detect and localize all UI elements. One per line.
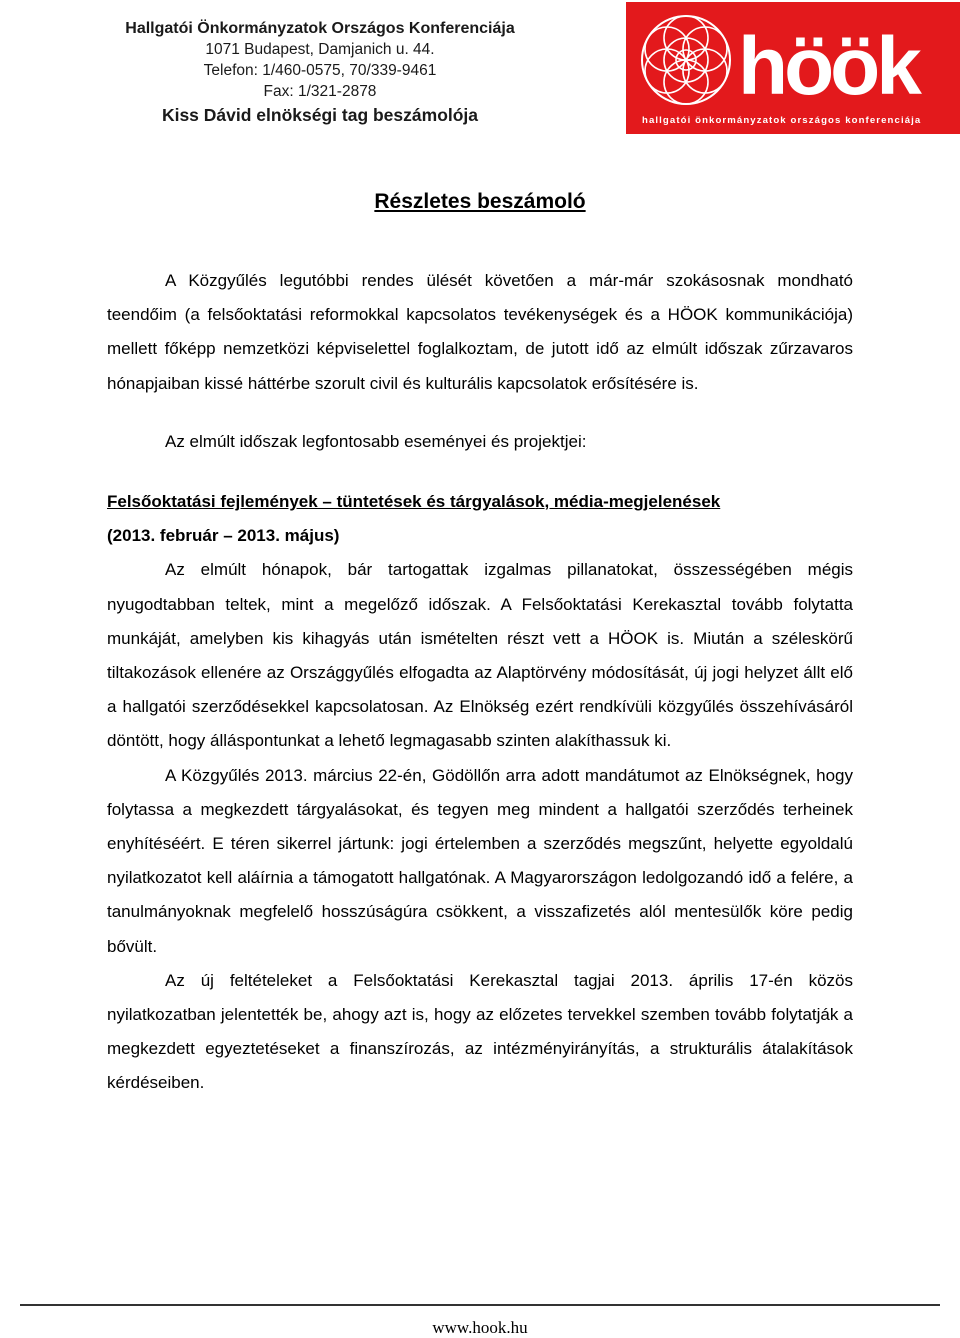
rosette-icon xyxy=(642,16,730,104)
letterhead xyxy=(90,18,550,128)
section-heading-text: Felsőoktatási fejlemények – tüntetések és tárgyalások, média-megjelenések xyxy=(107,492,721,512)
footer-divider xyxy=(20,1304,940,1306)
section-dates: (2013. február – 2013. május) xyxy=(107,526,340,546)
logo-wordmark: höök xyxy=(738,21,918,112)
body-paragraph: Az elmúlt hónapok, bár tartogattak izgalmas pillanatokat, összességében mégis nyugodtabban teltek, mint a megelőző időszak. A Felsőoktatási Kerekasztal tovább folytatta munkáját, amelyben kis kihagyás után ismételten részt vett a HÖOK is. Miután a széleskörű tiltakozások ellenére az Országgyűlés elfogadta az Alaptörvény módosítását, új jogi helyzet állt elő a hallgatói szerződésekkel kapcsolatosan. Az Elnökség ezért rendkívüli közgyűlés összehívásáról döntött, hogy álláspontunkat a lehető legmagasabb szinten alakíthassuk ki. xyxy=(107,560,853,751)
intro-paragraph: A Közgyűlés legutóbbi rendes ülését követően a már-már szokásosnak mondható teendőim (a felsőoktatási reformokkal kapcsolatos tevékenységek és a HÖOK kommunikációja) mellett főképp nemzetközi képviselettel foglalkoztam, de jutott idő az elmúlt időszak zűrzavaros hónapjaiban kissé háttérbe szorult civil és kulturális kapcsolatok erősítésére is. xyxy=(107,271,853,393)
document-body xyxy=(107,264,853,1101)
org-address: 1071 Budapest, Damjanich u. 44. xyxy=(205,41,435,58)
body-paragraph: A Közgyűlés 2013. március 22-én, Gödöllőn arra adott mandátumot az Elnökségnek, hogy folytassa a megkezdett tárgyalásokat, és tegyen meg mindent a hallgatói szerződés terheinek enyhítéséért. E téren sikerrel jártunk: jogi értelemben a szerződés megszűnt, helyette egyoldalú nyilatkozatot kell aláírnia a támogatott hallgatónak. A Magyarországon ledolgozandó idő a felére, a tanulmányoknak megfelelő hosszúságúra csökkent, a visszafizetés alól mentesülők köre pedig bővült. xyxy=(107,765,853,956)
logo-tagline: hallgatói önkormányzatok országos konferenciája xyxy=(642,115,922,126)
document-title: Részletes beszámoló xyxy=(374,190,586,213)
org-name: Hallgatói Önkormányzatok Országos Konferenciája xyxy=(125,20,515,37)
org-phone: Telefon: 1/460-0575, 70/339-9461 xyxy=(203,62,437,79)
org-fax: Fax: 1/321-2878 xyxy=(263,83,377,100)
body-paragraph: Az új feltételeket a Felsőoktatási Kerekasztal tagjai 2013. április 17-én közös nyilatkozatban jelentették be, ahogy azt is, hogy az előzetes tervekkel szemben tovább folytatják a megkezdett egyeztetéseket a finanszírozás, az intézményirányítás, a strukturális átalakítások kérdéseiben. xyxy=(107,970,853,1093)
lead-paragraph: Az elmúlt időszak legfontosabb eseményei és projektjei: xyxy=(165,431,587,451)
logo-graphic xyxy=(626,2,960,134)
report-title: Kiss Dávid elnökségi tag beszámolója xyxy=(161,105,479,125)
section-heading xyxy=(107,485,853,553)
footer-url: www.hook.hu xyxy=(432,1318,528,1337)
hook-logo xyxy=(626,2,960,134)
